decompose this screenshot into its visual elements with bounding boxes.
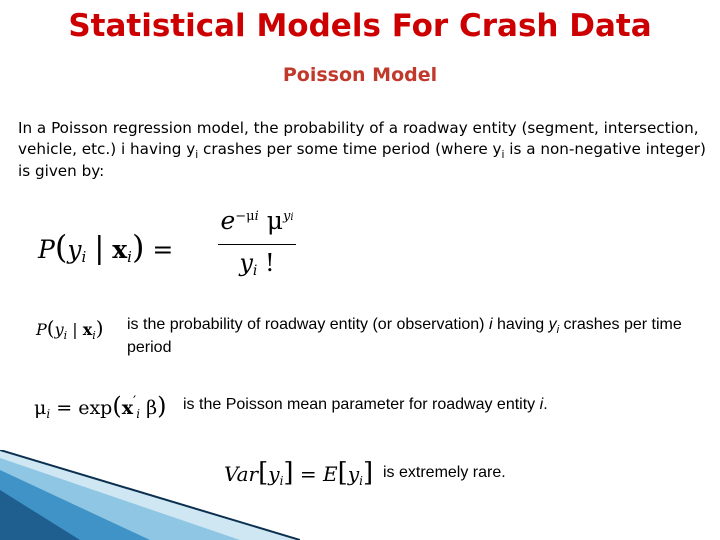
conditional-probability-symbol: $P(y_i$ | $x_i$): [36, 316, 104, 342]
intro-paragraph: In a Poisson regression model, the probability of a roadway entity (segment, intersection, vehicle, etc.) i having $y_i$ crashes per some time period (where $y_i$ is a non-negative integer) is given by:: [18, 119, 706, 180]
variance-equals-mean-formula: $Var[y_i] = E[y_i]$: [224, 458, 374, 488]
slide-title: Statistical Models For Crash Data: [68, 8, 652, 44]
definition-rare: is extremely rare.: [383, 464, 506, 481]
decorative-swoosh: [0, 450, 300, 540]
slide-subtitle: Poisson Model: [282, 64, 438, 86]
poisson-mean-formula: $\mu_i = \exp(x'_i$ β): [34, 392, 167, 421]
definition-probability: is the probability of roadway entity (or observation) i having $y_i$ crashes per time period: [127, 316, 682, 356]
definition-mean-parameter: is the Poisson mean parameter for roadway entity i.: [183, 396, 548, 413]
poisson-probability-formula: P(yi | xi) = $e^{-\mu i}$ $\mu^{yi}$ yi !: [38, 206, 268, 286]
